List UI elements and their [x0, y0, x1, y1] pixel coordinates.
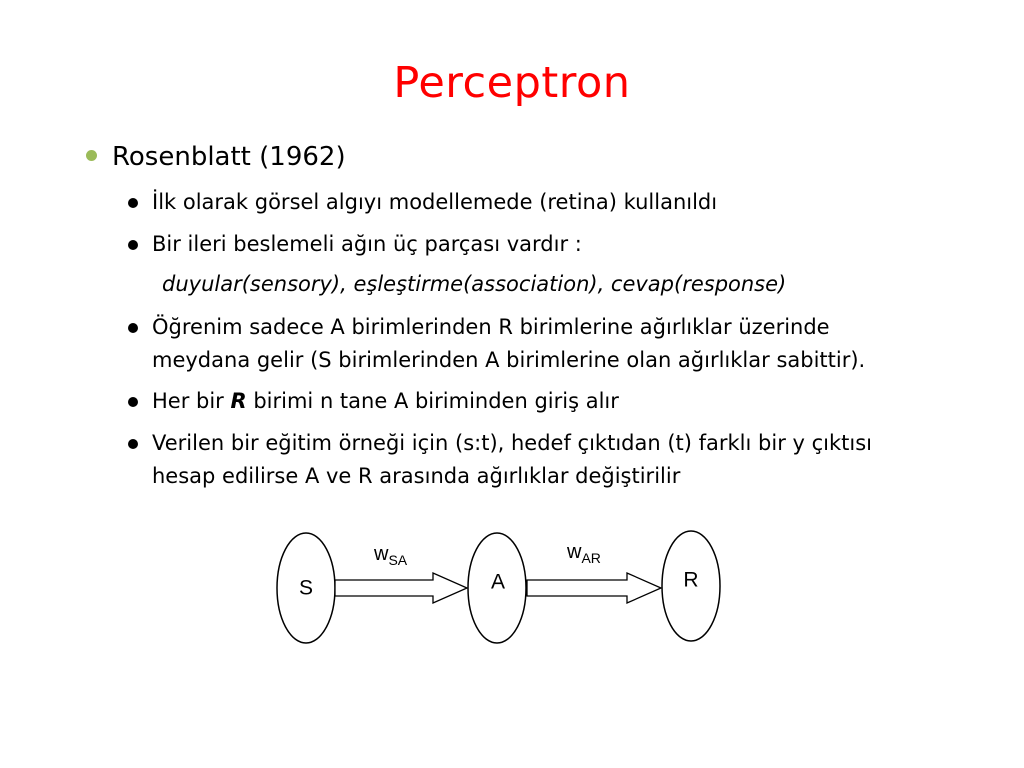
sub-bullet-5-line1: Verilen bir eğitim örneği için (s:t), hedef çıktıdan (t) farklı bir y çıktısı: [152, 431, 872, 455]
node-r-label: R: [683, 568, 699, 592]
arrow-a-to-r: [527, 573, 661, 603]
sub-bullet-4-emphasis: R: [230, 389, 247, 413]
sub-bullet-5-line2: hesap edilirse A ve R arasında ağırlıklar değiştirilir: [152, 464, 681, 488]
sub-bullet-3-line1: Öğrenim sadece A birimlerinden R birimlerine ağırlıklar üzerinde: [152, 315, 830, 339]
weight-ar-base: w: [567, 541, 582, 563]
sub-bullet-1: İlk olarak görsel algıyı modellemede (retina) kullanıldı: [152, 190, 718, 214]
slide-title: Perceptron: [393, 58, 631, 108]
weight-ar-label: [566, 541, 601, 566]
weight-sa-label: [373, 543, 408, 568]
sub-bullet-3-line2: meydana gelir (S birimlerinden A birimlerine olan ağırlıklar sabittir).: [152, 348, 866, 372]
sub-bullet-2-continuation: duyular(sensory), eşleştirme(association), cevap(response): [162, 272, 787, 296]
sub-bullet-4-prefix: Her bir: [152, 389, 231, 413]
node-a-label: A: [490, 570, 506, 594]
weight-sa-subscript: SA: [388, 552, 408, 568]
weight-ar-subscript: AR: [581, 550, 601, 566]
node-s-label: S: [298, 576, 314, 600]
sub-bullet-4-suffix: birimi n tane A biriminden giriş alır: [246, 389, 619, 413]
sub-bullet-2: Bir ileri beslemeli ağın üç parçası vardır :: [152, 232, 582, 256]
arrow-s-to-a: [335, 573, 467, 603]
weight-sa-base: w: [374, 543, 389, 565]
main-bullet-text: Rosenblatt (1962): [112, 142, 346, 172]
